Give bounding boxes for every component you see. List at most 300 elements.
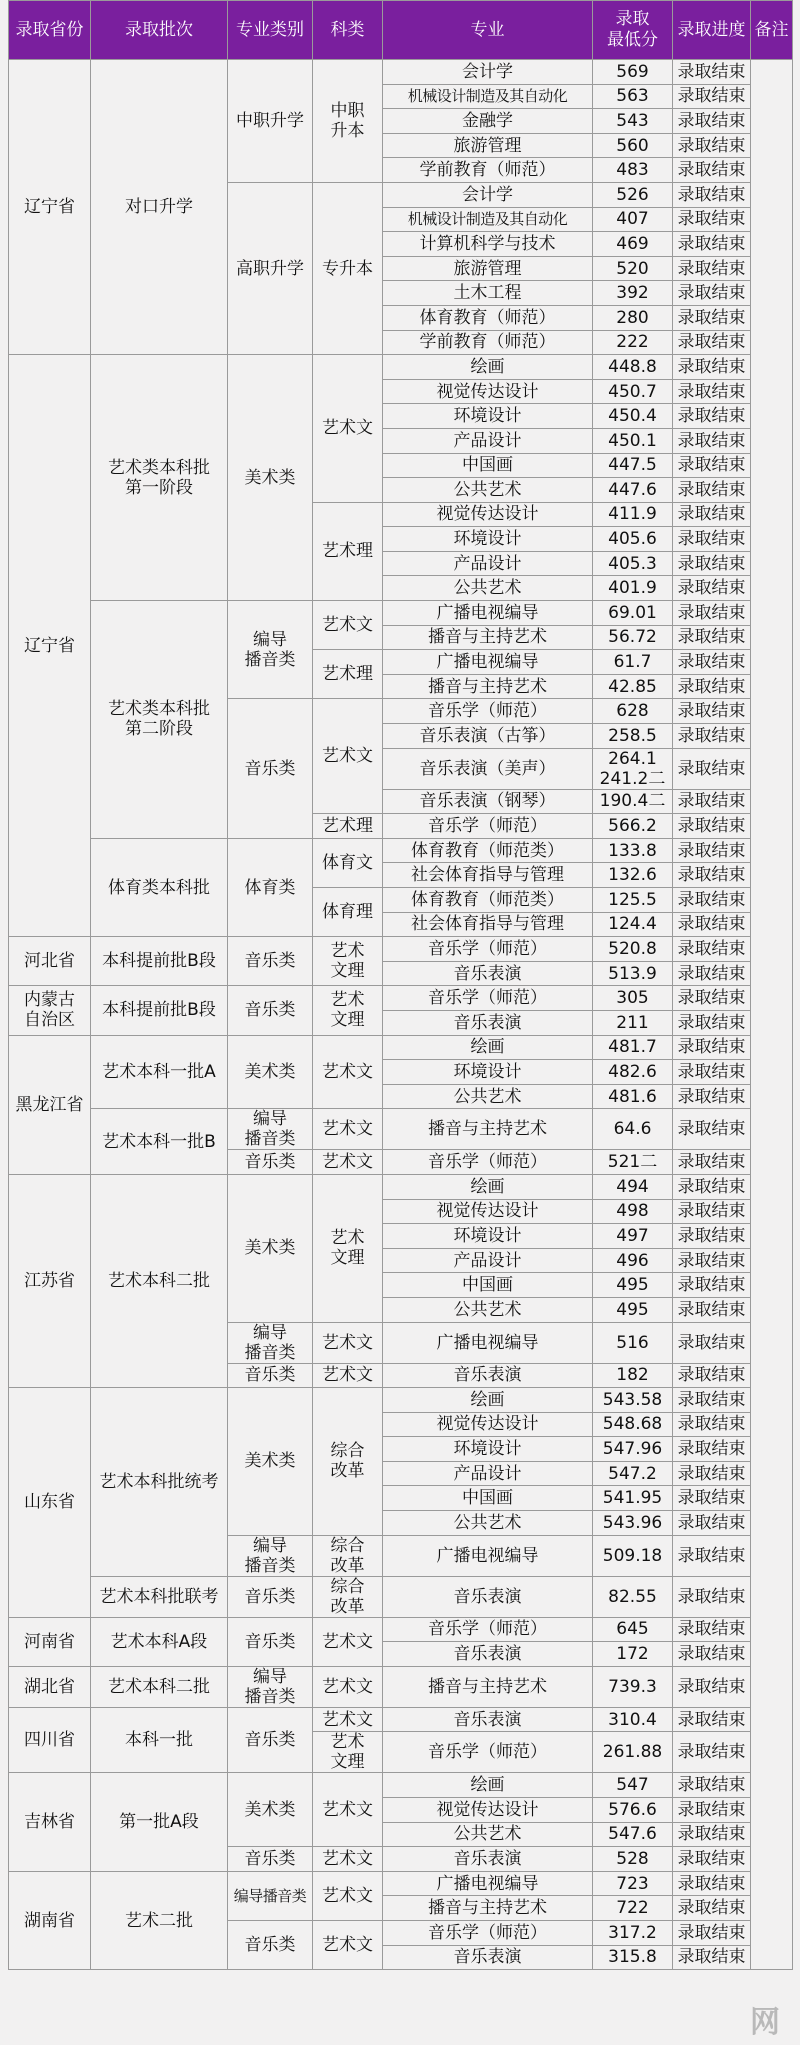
min-score-text: 563: [616, 86, 649, 107]
progress-cell: 录取结束: [673, 1322, 751, 1363]
min-score-text: 739.3: [608, 1676, 657, 1697]
min-score-text: 401.9: [608, 578, 657, 599]
min-score-cell: [593, 207, 673, 232]
subject-cell: [313, 1150, 383, 1175]
subject-cell-text: 艺术理: [322, 664, 373, 685]
category-cell: [228, 182, 313, 354]
min-score-text: 509.18: [602, 1545, 663, 1566]
subject-cell: [313, 1732, 383, 1773]
progress-cell: 录取结束: [673, 601, 751, 626]
progress-cell: 录取结束: [673, 1437, 751, 1462]
category-cell-text: 编导 播音类: [244, 629, 296, 670]
min-score-text: 405.3: [608, 553, 657, 574]
major-cell: 音乐表演: [383, 1576, 593, 1617]
subject-cell: [313, 814, 383, 839]
major-cell: 绘画: [383, 1035, 593, 1060]
header-province: 录取省份: [9, 1, 91, 60]
progress-cell: 录取结束: [673, 1224, 751, 1249]
major-cell: 计算机科学与技术: [383, 232, 593, 257]
major-cell: 音乐表演: [383, 1363, 593, 1388]
table-row: [9, 601, 793, 626]
progress-cell: 录取结束: [673, 1273, 751, 1298]
province-cell-text: 河南省: [24, 1631, 75, 1652]
progress-cell: 录取结束: [673, 1511, 751, 1536]
min-score-text: 411.9: [608, 504, 657, 525]
subject-cell-text: 艺术文: [322, 1849, 373, 1870]
subject-cell-text: 艺术文: [322, 1365, 373, 1386]
subject-cell: [313, 986, 383, 1035]
subject-cell: [313, 1576, 383, 1617]
min-score-cell: [593, 748, 673, 789]
table-row: [9, 986, 793, 1011]
min-score-cell: [593, 60, 673, 85]
province-cell-text: 四川省: [24, 1730, 75, 1751]
subject-cell-text: 艺术文: [322, 746, 373, 767]
subject-cell-text: 艺术文: [322, 1799, 373, 1820]
table-row: [9, 1666, 793, 1707]
major-cell: 音乐表演: [383, 961, 593, 986]
major-cell: 环境设计: [383, 1060, 593, 1085]
batch-cell-text: 艺术类本科批 第二阶段: [108, 699, 210, 740]
major-cell: 广播电视编导: [383, 650, 593, 675]
min-score-text: 447.6: [608, 479, 657, 500]
major-cell: 社会体育指导与管理: [383, 863, 593, 888]
subject-cell-text: 艺术文: [322, 1119, 373, 1140]
min-score-cell: [593, 453, 673, 478]
major-cell: 公共艺术: [383, 576, 593, 601]
batch-cell: [91, 355, 228, 601]
subject-cell-text: 艺术文: [322, 1676, 373, 1697]
min-score-cell: [593, 674, 673, 699]
category-cell: [228, 601, 313, 699]
major-cell: 学前教育（师范）: [383, 158, 593, 183]
min-score-text: 548.68: [602, 1414, 663, 1435]
progress-cell: 录取结束: [673, 1847, 751, 1872]
progress-cell: 录取结束: [673, 453, 751, 478]
major-cell: 会计学: [383, 182, 593, 207]
subject-cell-text: 艺术文: [322, 615, 373, 636]
province-cell: [9, 937, 91, 986]
major-cell: 音乐学（师范）: [383, 1921, 593, 1946]
subject-cell: [313, 937, 383, 986]
header-note: 备注: [751, 1, 793, 60]
major-cell: 音乐表演: [383, 1642, 593, 1667]
min-score-text: 125.5: [608, 889, 657, 910]
province-cell: [9, 1388, 91, 1618]
min-score-cell: [593, 305, 673, 330]
major-cell: 绘画: [383, 1388, 593, 1413]
subject-cell: [313, 502, 383, 600]
table-row: [9, 1388, 793, 1413]
subject-cell-text: 专升本: [322, 258, 373, 279]
major-cell: 中国画: [383, 1273, 593, 1298]
subject-cell-text: 艺术文: [322, 1631, 373, 1652]
category-cell: [228, 1109, 313, 1150]
major-cell: 学前教育（师范）: [383, 330, 593, 355]
min-score-cell: [593, 133, 673, 158]
min-score-text: 447.5: [608, 455, 657, 476]
min-score-text: 482.6: [608, 1061, 657, 1082]
progress-cell: 录取结束: [673, 1150, 751, 1175]
subject-cell-text: 艺术文: [322, 1061, 373, 1082]
min-score-cell: [593, 1224, 673, 1249]
min-score-cell: [593, 1150, 673, 1175]
min-score-text: 566.2: [608, 816, 657, 837]
min-score-cell: [593, 986, 673, 1011]
min-score-text: 543: [616, 110, 649, 131]
min-score-cell: [593, 1174, 673, 1199]
table-body: [9, 60, 793, 1970]
subject-cell-text: 艺术文: [322, 418, 373, 439]
category-cell: [228, 1174, 313, 1322]
batch-cell: [91, 1707, 228, 1773]
subject-cell-text: 综合 改革: [330, 1535, 365, 1576]
min-score-text: 261.88: [602, 1742, 663, 1763]
min-score-cell: [593, 838, 673, 863]
subject-cell-text: 艺术理: [322, 541, 373, 562]
major-cell: 公共艺术: [383, 1822, 593, 1847]
progress-cell: 录取结束: [673, 551, 751, 576]
major-cell: 绘画: [383, 355, 593, 380]
table-row: [9, 1174, 793, 1199]
subject-cell: [313, 1109, 383, 1150]
subject-cell: [313, 1871, 383, 1920]
major-cell: 播音与主持艺术: [383, 1666, 593, 1707]
progress-cell: 录取结束: [673, 379, 751, 404]
progress-cell: 录取结束: [673, 1798, 751, 1823]
batch-cell-text: 艺术本科A段: [110, 1631, 208, 1652]
province-cell: [9, 1773, 91, 1871]
progress-cell: 录取结束: [673, 888, 751, 913]
min-score-cell: [593, 1871, 673, 1896]
min-score-text: 190.4二: [599, 791, 666, 812]
min-score-cell: [593, 502, 673, 527]
table-row: [9, 1109, 793, 1150]
subject-cell: [313, 182, 383, 354]
category-cell: [228, 1035, 313, 1109]
min-score-text: 258.5: [608, 725, 657, 746]
major-cell: 环境设计: [383, 1437, 593, 1462]
major-cell: 视觉传达设计: [383, 1412, 593, 1437]
progress-cell: 录取结束: [673, 305, 751, 330]
category-cell-text: 编导 播音类: [244, 1666, 296, 1707]
category-cell: [228, 355, 313, 601]
subject-cell: [313, 1921, 383, 1970]
progress-cell: 录取结束: [673, 1297, 751, 1322]
major-cell: 音乐学（师范）: [383, 1732, 593, 1773]
table-row: [9, 1707, 793, 1732]
min-score-cell: [593, 256, 673, 281]
progress-cell: 录取结束: [673, 1035, 751, 1060]
batch-cell-text: 艺术本科一批A: [102, 1061, 216, 1082]
progress-cell: 录取结束: [673, 650, 751, 675]
progress-cell: 录取结束: [673, 1822, 751, 1847]
category-cell: [228, 1871, 313, 1920]
min-score-text: 481.7: [608, 1037, 657, 1058]
min-score-text: 61.7: [613, 652, 652, 673]
province-cell: [9, 1035, 91, 1174]
min-score-text: 722: [616, 1898, 649, 1919]
progress-cell: 录取结束: [673, 207, 751, 232]
min-score-text: 547.6: [608, 1824, 657, 1845]
subject-cell: [313, 1617, 383, 1666]
category-cell-text: 美术类: [244, 1451, 296, 1472]
progress-cell: 录取结束: [673, 1199, 751, 1224]
header-progress: 录取进度: [673, 1, 751, 60]
major-cell: 广播电视编导: [383, 1322, 593, 1363]
min-score-text: 124.4: [608, 914, 657, 935]
min-score-text: 497: [616, 1225, 649, 1246]
category-cell-text: 音乐类: [244, 1849, 296, 1870]
min-score-cell: [593, 1273, 673, 1298]
min-score-text: 526: [616, 184, 649, 205]
min-score-text: 528: [616, 1849, 649, 1870]
batch-cell-text: 艺术本科二批: [108, 1271, 210, 1292]
min-score-cell: [593, 1921, 673, 1946]
min-score-text: 450.1: [608, 430, 657, 451]
min-score-cell: [593, 863, 673, 888]
progress-cell: 录取结束: [673, 232, 751, 257]
header-major: 专业: [383, 1, 593, 60]
progress-cell: 录取结束: [673, 256, 751, 281]
subject-cell-text: 综合 改革: [330, 1441, 365, 1482]
progress-cell: 录取结束: [673, 84, 751, 109]
admission-table-sheet: [8, 0, 792, 2045]
progress-cell: 录取结束: [673, 1010, 751, 1035]
batch-cell: [91, 1773, 228, 1871]
batch-cell-text: 艺术本科批联考: [99, 1586, 219, 1607]
min-score-text: 541.95: [602, 1488, 663, 1509]
subject-cell: [313, 601, 383, 650]
major-cell: 机械设计制造及其自动化: [383, 84, 593, 109]
progress-cell: 录取结束: [673, 158, 751, 183]
batch-cell: [91, 1666, 228, 1707]
min-score-cell: [593, 1896, 673, 1921]
province-cell-text: 辽宁省: [24, 197, 75, 218]
major-cell: 音乐表演: [383, 1945, 593, 1970]
header-category: 专业类别: [228, 1, 313, 60]
category-cell-text: 高职升学: [236, 258, 304, 279]
watermark: 网: [750, 2005, 782, 2040]
min-score-cell: [593, 888, 673, 913]
min-score-cell: [593, 1535, 673, 1576]
min-score-cell: [593, 1109, 673, 1150]
category-cell-text: 美术类: [244, 1238, 296, 1259]
progress-cell: 录取结束: [673, 1248, 751, 1273]
category-cell-text: 音乐类: [244, 1586, 296, 1607]
progress-cell: 录取结束: [673, 527, 751, 552]
progress-cell: 录取结束: [673, 1174, 751, 1199]
min-score-cell: [593, 428, 673, 453]
min-score-cell: [593, 182, 673, 207]
province-cell: [9, 1707, 91, 1773]
category-cell-text: 音乐类: [244, 1935, 296, 1956]
major-cell: 公共艺术: [383, 1084, 593, 1109]
min-score-text: 450.4: [608, 406, 657, 427]
header-min-score: 录取 最低分: [593, 1, 673, 60]
province-cell: [9, 1174, 91, 1387]
min-score-text: 569: [616, 61, 649, 82]
progress-cell: 录取结束: [673, 1486, 751, 1511]
progress-cell: 录取结束: [673, 1576, 751, 1617]
province-cell-text: 黑龙江省: [15, 1094, 84, 1115]
batch-cell: [91, 1174, 228, 1387]
category-cell: [228, 1773, 313, 1847]
major-cell: 音乐学（师范）: [383, 986, 593, 1011]
progress-cell: 录取结束: [673, 814, 751, 839]
min-score-cell: [593, 281, 673, 306]
subject-cell: [313, 1707, 383, 1732]
min-score-cell: [593, 1461, 673, 1486]
batch-cell: [91, 838, 228, 936]
min-score-cell: [593, 379, 673, 404]
min-score-text: 69.01: [608, 602, 657, 623]
province-cell: [9, 60, 91, 355]
province-cell: [9, 986, 91, 1035]
min-score-text: 513.9: [608, 963, 657, 984]
min-score-text: 543.96: [602, 1512, 663, 1533]
major-cell: 公共艺术: [383, 478, 593, 503]
min-score-cell: [593, 1773, 673, 1798]
subject-cell-text: 艺术文: [322, 1885, 373, 1906]
category-cell: [228, 699, 313, 838]
min-score-text: 547.2: [608, 1463, 657, 1484]
major-cell: 音乐表演: [383, 1847, 593, 1872]
progress-cell: 录取结束: [673, 1363, 751, 1388]
category-cell: [228, 1322, 313, 1363]
progress-cell: 录取结束: [673, 699, 751, 724]
major-cell: 绘画: [383, 1174, 593, 1199]
progress-cell: 录取结束: [673, 428, 751, 453]
subject-cell-text: 艺术 文理: [330, 1228, 365, 1269]
min-score-text: 494: [616, 1176, 649, 1197]
category-cell: [228, 986, 313, 1035]
min-score-text: 516: [616, 1332, 649, 1353]
batch-cell: [91, 937, 228, 986]
min-score-cell: [593, 1822, 673, 1847]
subject-cell: [313, 1847, 383, 1872]
major-cell: 视觉传达设计: [383, 379, 593, 404]
category-cell-text: 编导 播音类: [244, 1109, 296, 1150]
category-cell-text: 美术类: [244, 467, 296, 488]
progress-cell: 录取结束: [673, 1084, 751, 1109]
major-cell: 土木工程: [383, 281, 593, 306]
min-score-text: 483: [616, 160, 649, 181]
major-cell: 音乐表演（古筝）: [383, 724, 593, 749]
batch-cell: [91, 1617, 228, 1666]
major-cell: 音乐表演: [383, 1707, 593, 1732]
subject-cell: [313, 1388, 383, 1536]
min-score-text: 496: [616, 1250, 649, 1271]
min-score-text: 547: [616, 1775, 649, 1796]
category-cell-text: 音乐类: [244, 758, 296, 779]
subject-cell: [313, 355, 383, 503]
min-score-text: 628: [616, 701, 649, 722]
min-score-text: 82.55: [608, 1586, 657, 1607]
min-score-text: 315.8: [608, 1947, 657, 1968]
min-score-cell: [593, 1388, 673, 1413]
major-cell: 环境设计: [383, 527, 593, 552]
major-cell: 视觉传达设计: [383, 502, 593, 527]
major-cell: 中国画: [383, 1486, 593, 1511]
major-cell: 播音与主持艺术: [383, 1109, 593, 1150]
major-cell: 体育教育（师范类）: [383, 888, 593, 913]
min-score-cell: [593, 724, 673, 749]
min-score-cell: [593, 1666, 673, 1707]
category-cell-text: 编导 播音类: [244, 1535, 296, 1576]
major-cell: 绘画: [383, 1773, 593, 1798]
table-row: [9, 838, 793, 863]
major-cell: 社会体育指导与管理: [383, 912, 593, 937]
min-score-text: 132.6: [608, 865, 657, 886]
admission-table: [8, 0, 793, 1970]
province-cell-text: 山东省: [24, 1492, 75, 1513]
progress-cell: 录取结束: [673, 330, 751, 355]
min-score-cell: [593, 1437, 673, 1462]
batch-cell-text: 本科提前批B段: [102, 951, 216, 972]
category-cell-text: 音乐类: [244, 1000, 296, 1021]
major-cell: 旅游管理: [383, 256, 593, 281]
subject-cell-text: 综合 改革: [330, 1576, 365, 1617]
progress-cell: 录取结束: [673, 502, 751, 527]
min-score-cell: [593, 551, 673, 576]
major-cell: 体育教育（师范）: [383, 305, 593, 330]
batch-cell: [91, 1576, 228, 1617]
progress-cell: 录取结束: [673, 724, 751, 749]
category-cell: [228, 937, 313, 986]
progress-cell: 录取结束: [673, 1871, 751, 1896]
progress-cell: 录取结束: [673, 1109, 751, 1150]
major-cell: 广播电视编导: [383, 1871, 593, 1896]
min-score-cell: [593, 1363, 673, 1388]
table-row: [9, 60, 793, 85]
min-score-text: 56.72: [608, 627, 657, 648]
min-score-text: 264.1 241.2二: [599, 748, 666, 789]
progress-cell: 录取结束: [673, 1535, 751, 1576]
major-cell: 音乐学（师范）: [383, 1617, 593, 1642]
category-cell-text: 音乐类: [244, 951, 296, 972]
category-cell-text: 美术类: [244, 1061, 296, 1082]
province-cell-text: 湖南省: [24, 1910, 75, 1931]
min-score-cell: [593, 1617, 673, 1642]
subject-cell: [313, 838, 383, 887]
min-score-text: 495: [616, 1299, 649, 1320]
major-cell: 音乐表演（钢琴）: [383, 789, 593, 814]
min-score-cell: [593, 1798, 673, 1823]
min-score-text: 211: [616, 1012, 649, 1033]
major-cell: 产品设计: [383, 551, 593, 576]
min-score-text: 543.58: [602, 1389, 663, 1410]
subject-cell-text: 体育文: [322, 852, 373, 873]
category-cell: [228, 1363, 313, 1388]
major-cell: 播音与主持艺术: [383, 674, 593, 699]
progress-cell: 录取结束: [673, 1060, 751, 1085]
min-score-text: 723: [616, 1873, 649, 1894]
header-subject: 科类: [313, 1, 383, 60]
min-score-text: 495: [616, 1275, 649, 1296]
min-score-cell: [593, 1412, 673, 1437]
min-score-text: 576.6: [608, 1799, 657, 1820]
subject-cell-text: 艺术文: [322, 1152, 373, 1173]
category-cell: [228, 1847, 313, 1872]
min-score-text: 560: [616, 135, 649, 156]
subject-cell: [313, 60, 383, 183]
batch-cell-text: 艺术本科二批: [108, 1676, 210, 1697]
progress-cell: 录取结束: [673, 912, 751, 937]
min-score-cell: [593, 699, 673, 724]
batch-cell: [91, 1109, 228, 1175]
min-score-cell: [593, 1035, 673, 1060]
